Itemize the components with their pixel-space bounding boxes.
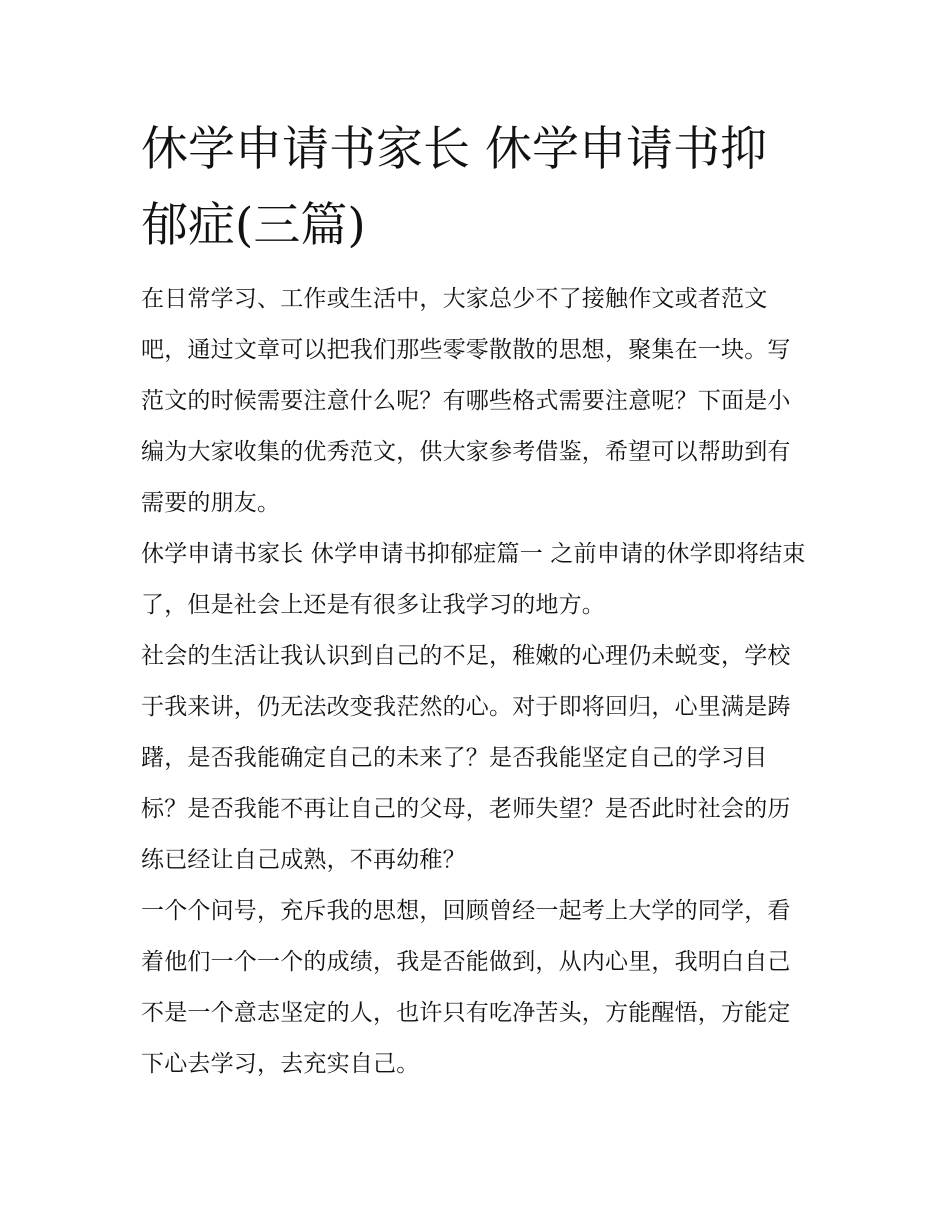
document-content xyxy=(141,112,813,1090)
paragraph-intro: 在日常学习、工作或生活中，大家总少不了接触作文或者范文吧，通过文章可以把我们那些零零散散的思想，聚集在一块。写范文的时候需要注意什么呢？有哪些格式需要注意呢？下面是小编为大家收集的优秀范文，供大家参考借鉴，希望可以帮助到有需要的朋友。 xyxy=(141,286,791,516)
paragraph-1: 休学申请书家长 休学申请书抑郁症篇一 之前申请的休学即将结束了，但是社会上还是有很多让我学习的地方。 xyxy=(141,541,806,618)
document-body xyxy=(141,274,813,1090)
paragraph-2: 社会的生活让我认识到自己的不足，稚嫩的心理仍未蜕变，学校于我来讲，仍无法改变我茫然的心。对于即将回归，心里满是踌躇，是否我能确定自己的未来了？是否我能坚定自己的学习目标？是否我能不再让自己的父母，老师失望？是否此时社会的历练已经让自己成熟，不再幼稚？ xyxy=(141,643,791,873)
document-title: 休学申请书家长 休学申请书抑郁症(三篇) xyxy=(141,122,767,253)
paragraph-3: 一个个问号，充斥我的思想，回顾曾经一起考上大学的同学，看着他们一个一个的成绩，我是否能做到，从内心里，我明白自己不是一个意志坚定的人，也许只有吃净苦头，方能醒悟，方能定下心去学习，去充实自己。 xyxy=(141,898,791,1077)
